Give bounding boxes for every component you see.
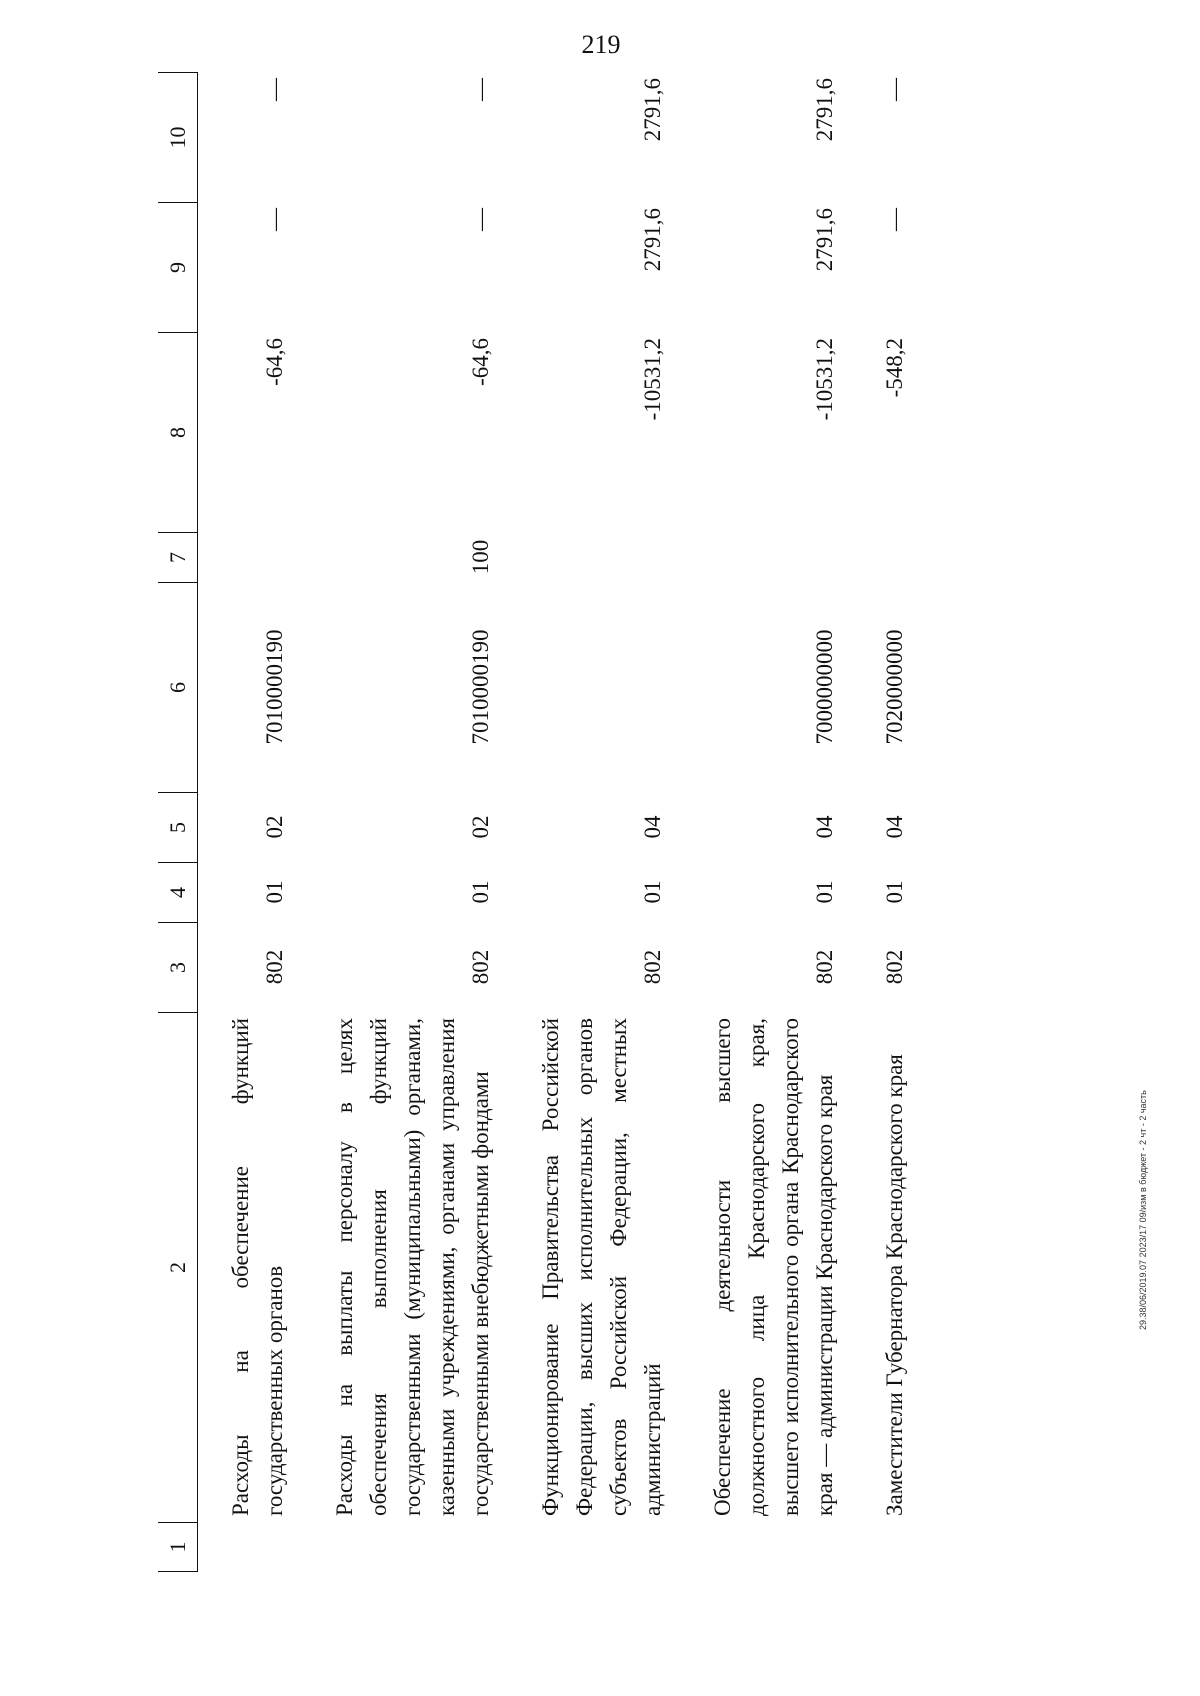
target-article-value: 7010000190 — [468, 629, 493, 745]
column-header-7: 7 — [158, 532, 198, 582]
subsection-value: 04 — [640, 815, 665, 839]
change-1-value: -548,2 — [882, 338, 907, 398]
row-target-article — [220, 582, 302, 792]
row-name: Расходы на обеспечение функций государственных органов — [228, 1018, 287, 1516]
admin-code-value: 802 — [812, 949, 837, 985]
row-name: Заместители Губернатора Краснодарского края — [882, 1054, 907, 1516]
change-2-value: — — [262, 208, 287, 231]
row-change-1 — [220, 332, 302, 532]
column-header-6: 6 — [158, 582, 198, 792]
column-header-4: 4 — [158, 862, 198, 922]
row-subsection — [530, 792, 680, 862]
row-spacer — [852, 72, 874, 1572]
change-1-value: -64,6 — [468, 338, 493, 386]
row-spacer — [508, 72, 530, 1572]
row-expense-type — [530, 532, 680, 582]
admin-code-value: 802 — [640, 949, 665, 985]
section-value: 01 — [262, 880, 287, 904]
subsection-value: 02 — [262, 815, 287, 839]
change-1-value: -64,6 — [262, 338, 287, 386]
section-value: 01 — [468, 880, 493, 904]
row-section — [220, 862, 302, 922]
section-value: 01 — [812, 880, 837, 904]
row-name: Функционирование Правительства Российской Федерации, высших исполнительных органов субъектов Российской Федерации, местных администраций — [538, 1018, 665, 1516]
row-change-2 — [220, 202, 302, 332]
change-3-value: — — [468, 78, 493, 101]
row-change-3 — [220, 72, 302, 202]
row-change-2 — [874, 202, 922, 332]
row-admin-code — [220, 922, 302, 1012]
row-section — [702, 862, 852, 922]
row-number-cell — [324, 1522, 508, 1572]
row-change-3 — [324, 72, 508, 202]
subsection-value: 04 — [882, 815, 907, 839]
budget-table — [158, 72, 922, 1572]
page-number: 219 — [581, 30, 621, 59]
target-article-value: 7020000000 — [882, 629, 907, 745]
row-spacer — [198, 72, 220, 1572]
section-value: 01 — [882, 880, 907, 904]
change-1-value: -10531,2 — [812, 338, 837, 421]
change-2-value: 2791,6 — [640, 208, 665, 272]
change-1-value: -10531,2 — [640, 338, 665, 421]
row-spacer — [302, 72, 324, 1572]
row-change-3 — [702, 72, 852, 202]
row-subsection — [324, 792, 508, 862]
row-change-2 — [702, 202, 852, 332]
row-number-cell — [220, 1522, 302, 1572]
row-name: Расходы на выплаты персоналу в целях обеспечения выполнения функций государственными (муниципальными) органами, казенными учреждениями, органами управления государственными внебюджетными фондами — [332, 1018, 493, 1516]
row-change-1 — [874, 332, 922, 532]
section-value: 01 — [640, 880, 665, 904]
admin-code-value: 802 — [262, 949, 287, 985]
row-change-2 — [324, 202, 508, 332]
row-admin-code — [874, 922, 922, 1012]
row-section — [874, 862, 922, 922]
row-change-1 — [530, 332, 680, 532]
column-header-8: 8 — [158, 332, 198, 532]
row-change-2 — [530, 202, 680, 332]
row-section — [324, 862, 508, 922]
row-admin-code — [324, 922, 508, 1012]
change-2-value: — — [468, 208, 493, 231]
subsection-value: 02 — [468, 815, 493, 839]
row-target-article — [874, 582, 922, 792]
row-spacer — [680, 72, 702, 1572]
row-change-3 — [874, 72, 922, 202]
column-header-3: 3 — [158, 922, 198, 1012]
subsection-value: 04 — [812, 815, 837, 839]
row-expense-type — [874, 532, 922, 582]
target-article-value: 7000000000 — [812, 629, 837, 745]
row-expense-type — [324, 532, 508, 582]
column-header-9: 9 — [158, 202, 198, 332]
change-2-value: — — [882, 208, 907, 231]
change-3-value: — — [882, 78, 907, 101]
row-target-article — [324, 582, 508, 792]
budget-table-sheet — [158, 72, 1038, 1572]
row-subsection — [702, 792, 852, 862]
row-change-1 — [702, 332, 852, 532]
admin-code-value: 802 — [468, 949, 493, 985]
row-admin-code — [702, 922, 852, 1012]
column-header-2: 2 — [158, 1012, 198, 1522]
admin-code-value: 802 — [882, 949, 907, 985]
row-number-cell — [874, 1522, 922, 1572]
change-3-value: 2791,6 — [812, 78, 837, 142]
target-article-value: 7010000190 — [262, 629, 287, 745]
row-number-cell — [702, 1522, 852, 1572]
change-3-value: — — [262, 78, 287, 101]
row-target-article — [702, 582, 852, 792]
footer-note: 29.38/06/2019.07 2023/17 09/изм в бюджет - 2 чт - 2 часть — [1138, 1090, 1148, 1330]
row-number-cell — [530, 1522, 680, 1572]
row-name: Обеспечение деятельности высшего должностного лица Краснодарского края, высшего исполнительного органа Краснодарского края — администрации Краснодарского края — [710, 1018, 837, 1516]
column-header-5: 5 — [158, 792, 198, 862]
column-header-1: 1 — [158, 1522, 198, 1572]
row-section — [530, 862, 680, 922]
row-subsection — [220, 792, 302, 862]
row-subsection — [874, 792, 922, 862]
column-header-10: 10 — [158, 72, 198, 202]
row-expense-type — [220, 532, 302, 582]
change-3-value: 2791,6 — [640, 78, 665, 142]
change-2-value: 2791,6 — [812, 208, 837, 272]
row-change-3 — [530, 72, 680, 202]
row-admin-code — [530, 922, 680, 1012]
expense-type-value: 100 — [468, 539, 493, 575]
row-change-1 — [324, 332, 508, 532]
row-expense-type — [702, 532, 852, 582]
row-target-article — [530, 582, 680, 792]
